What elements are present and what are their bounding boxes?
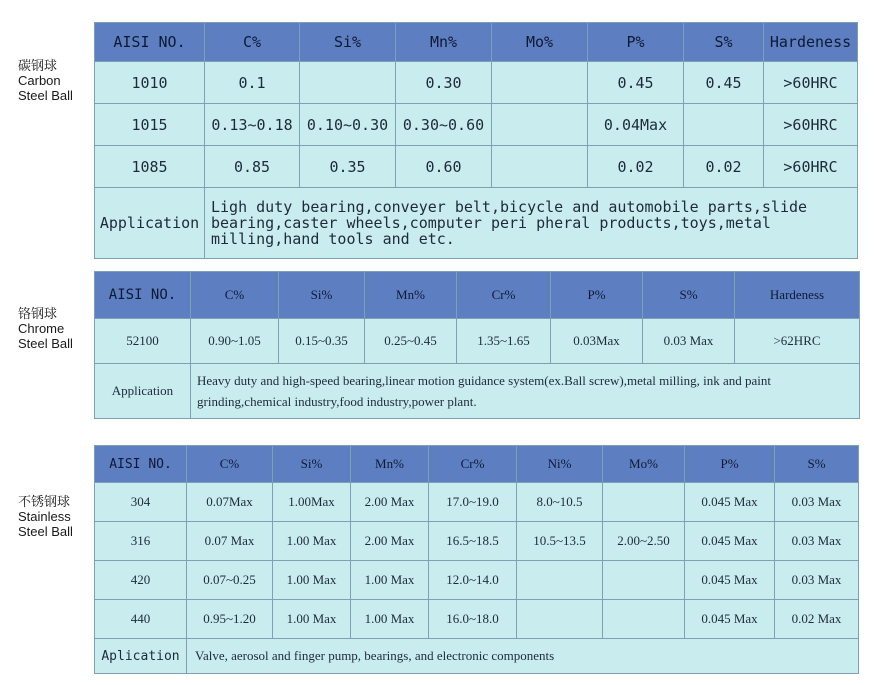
cell-cr: 1.35~1.65 [457,319,551,364]
header-c: C% [205,23,300,62]
cell-c: 0.07 Max [187,522,273,561]
cell-mo [603,600,685,639]
header-c: C% [191,272,279,319]
stainless-steel-label [18,494,73,539]
cell-c: 0.90~1.05 [191,319,279,364]
cell-s: 0.03 Max [775,561,859,600]
cell-mo [603,561,685,600]
header-mo: Mo% [603,446,685,483]
header-mn: Mn% [396,23,492,62]
chrome-steel-label [18,306,73,351]
table-header-row [95,446,859,483]
cell-aisi: 1010 [95,62,205,104]
application-row [95,639,859,674]
cell-mn: 0.25~0.45 [365,319,457,364]
cell-c: 0.1 [205,62,300,104]
table-row [95,104,858,146]
chrome-label-cn: 铬钢球 [18,306,58,321]
table-row [95,522,859,561]
cell-si: 0.10~0.30 [300,104,396,146]
cell-aisi: 1085 [95,146,205,188]
application-row [95,364,860,419]
cell-s: 0.03 Max [775,483,859,522]
table-row [95,600,859,639]
table-header-row [95,272,860,319]
cell-p: 0.045 Max [685,483,775,522]
header-hardeness: Hardeness [764,23,858,62]
cell-si: 0.15~0.35 [279,319,365,364]
cell-s: 0.03 Max [643,319,735,364]
cell-aisi: 304 [95,483,187,522]
header-mn: Mn% [365,272,457,319]
carbon-label-en-1: Carbon [18,73,61,88]
stainless-label-cn: 不锈钢球 [18,494,71,509]
header-mo: Mo% [492,23,588,62]
application-label: Aplication [95,639,187,674]
table-row [95,561,859,600]
cell-mn: 1.00 Max [351,600,429,639]
cell-mo [603,483,685,522]
cell-ni: 8.0~10.5 [517,483,603,522]
chrome-label-en-1: Chrome [18,321,65,336]
header-cr: Cr% [429,446,517,483]
cell-mo [492,146,588,188]
header-s: S% [643,272,735,319]
cell-c: 0.13~0.18 [205,104,300,146]
cell-s: 0.03 Max [775,522,859,561]
cell-si: 1.00 Max [273,561,351,600]
cell-s: 0.45 [684,62,764,104]
cell-hardeness: >60HRC [764,146,858,188]
cell-c: 0.07~0.25 [187,561,273,600]
cell-p: 0.045 Max [685,561,775,600]
carbon-label-en-2: Steel Ball [18,88,73,103]
cell-s: 0.02 Max [775,600,859,639]
carbon-steel-label [18,58,73,103]
cell-ni: 10.5~13.5 [517,522,603,561]
carbon-label-cn: 碳钢球 [18,58,58,73]
header-aisi-no: AISI NO. [95,446,187,483]
cell-mo [492,62,588,104]
cell-si [300,62,396,104]
cell-mn: 0.60 [396,146,492,188]
cell-hardeness: >60HRC [764,104,858,146]
header-s: S% [684,23,764,62]
cell-aisi: 440 [95,600,187,639]
header-aisi-no: AISI NO. [95,23,205,62]
cell-p: 0.03Max [551,319,643,364]
cell-mn: 2.00 Max [351,522,429,561]
cell-aisi: 52100 [95,319,191,364]
cell-p: 0.045 Max [685,522,775,561]
table-row [95,62,858,104]
carbon-steel-table [94,22,858,259]
cell-mn: 2.00 Max [351,483,429,522]
header-p: P% [685,446,775,483]
stainless-label-en-1: Stainless [18,509,71,524]
header-s: S% [775,446,859,483]
table-row [95,319,860,364]
application-row [95,188,858,259]
cell-cr: 12.0~14.0 [429,561,517,600]
table-header-row [95,23,858,62]
header-aisi-no: AISI NO. [95,272,191,319]
chrome-label-en-2: Steel Ball [18,336,73,351]
cell-p: 0.045 Max [685,600,775,639]
application-label: Application [95,364,191,419]
cell-s: 0.02 [684,146,764,188]
application-text: Heavy duty and high-speed bearing,linear motion guidance system(ex.Ball screw),metal milling, ink and paint grinding,chemical industry,food industry,power plant. [191,364,860,419]
cell-aisi: 316 [95,522,187,561]
table-row [95,483,859,522]
cell-si: 1.00 Max [273,600,351,639]
table-row [95,146,858,188]
header-si: Si% [300,23,396,62]
chrome-steel-table [94,271,860,419]
application-text: Ligh duty bearing,conveyer belt,bicycle and automobile parts,slide bearing,caster wheels,computer peri pheral products,toys,metal milling,hand tools and etc. [205,188,858,259]
stainless-label-en-2: Steel Ball [18,524,73,539]
cell-mo [492,104,588,146]
cell-c: 0.07Max [187,483,273,522]
cell-si: 1.00 Max [273,522,351,561]
cell-p: 0.04Max [588,104,684,146]
cell-hardeness: >60HRC [764,62,858,104]
application-text: Valve, aerosol and finger pump, bearings, and electronic components [187,639,859,674]
cell-mn: 0.30 [396,62,492,104]
header-si: Si% [279,272,365,319]
cell-cr: 16.0~18.0 [429,600,517,639]
stainless-steel-table [94,445,859,674]
cell-ni [517,561,603,600]
header-p: P% [588,23,684,62]
cell-hardeness: >62HRC [735,319,860,364]
header-p: P% [551,272,643,319]
header-mn: Mn% [351,446,429,483]
cell-c: 0.95~1.20 [187,600,273,639]
cell-cr: 16.5~18.5 [429,522,517,561]
cell-mn: 0.30~0.60 [396,104,492,146]
cell-cr: 17.0~19.0 [429,483,517,522]
header-c: C% [187,446,273,483]
cell-s [684,104,764,146]
application-label: Application [95,188,205,259]
cell-mo: 2.00~2.50 [603,522,685,561]
cell-aisi: 1015 [95,104,205,146]
header-ni: Ni% [517,446,603,483]
cell-si: 1.00Max [273,483,351,522]
header-hardeness: Hardeness [735,272,860,319]
cell-p: 0.02 [588,146,684,188]
header-cr: Cr% [457,272,551,319]
cell-ni [517,600,603,639]
cell-si: 0.35 [300,146,396,188]
header-si: Si% [273,446,351,483]
cell-p: 0.45 [588,62,684,104]
cell-aisi: 420 [95,561,187,600]
cell-c: 0.85 [205,146,300,188]
cell-mn: 1.00 Max [351,561,429,600]
